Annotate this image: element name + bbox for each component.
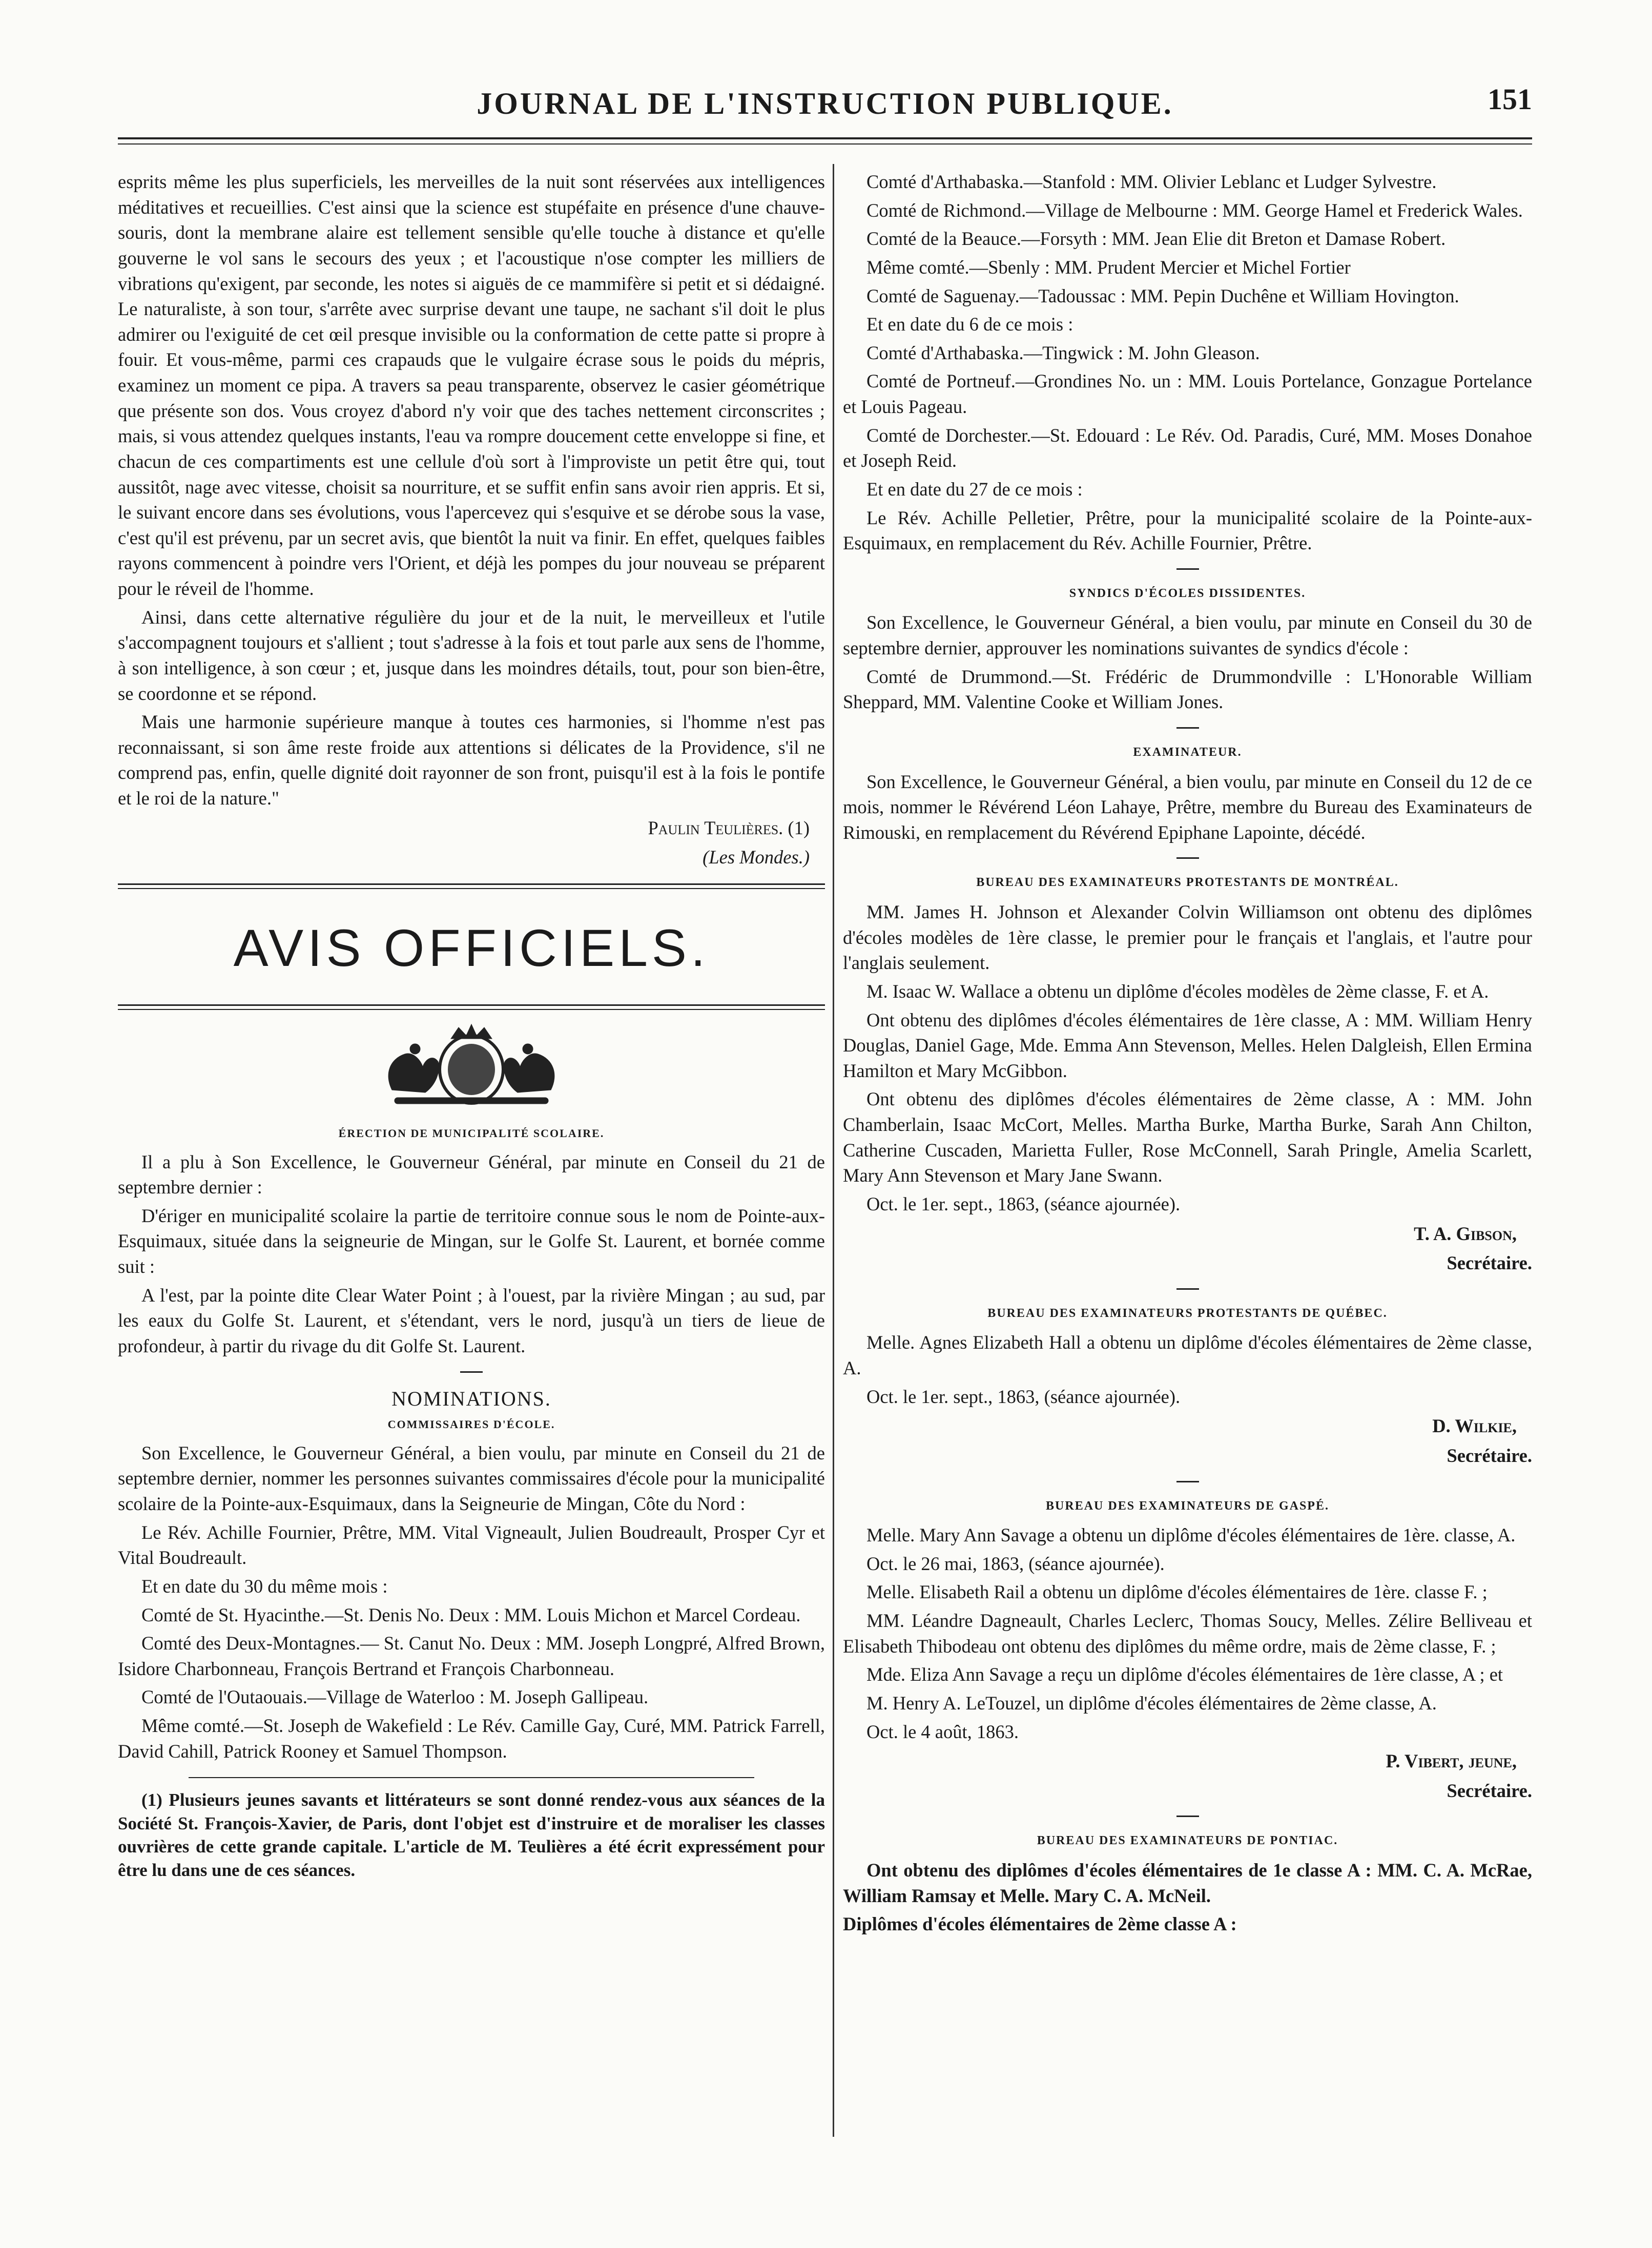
gaspe-signature: P. Vibert, jeune,: [1386, 1750, 1517, 1772]
separator-dash: [1176, 568, 1199, 570]
quebec-paragraph: Melle. Agnes Elizabeth Hall a obtenu un diplôme d'écoles élémentaires de 2ème classe, A.: [843, 1332, 1532, 1378]
nomination-entry: Comté de Dorchester.—St. Edouard : Le Rév. Od. Paradis, Curé, MM. Moses Donahoe et Joseph Reid.: [843, 424, 1532, 471]
erection-paragraph: Il a plu à Son Excellence, le Gouverneur Général, par minute en Conseil du 21 de septembre dernier :: [118, 1151, 825, 1198]
pontiac-heading: BUREAU DES EXAMINATEURS DE PONTIAC.: [1037, 1834, 1338, 1848]
nomination-paragraph: Comté des Deux-Montagnes.— St. Canut No. Deux : MM. Joseph Longpré, Alfred Brown, Isidore Charbonneau, François Bertrand et François Charbonneau.: [118, 1633, 825, 1679]
montreal-heading: BUREAU DES EXAMINATEURS PROTESTANTS DE MONTRÉAL.: [976, 876, 1399, 890]
right-column: [843, 169, 1532, 1940]
gaspe-paragraph: Mde. Eliza Ann Savage a reçu un diplôme d'écoles élémentaires de 1ère classe, A ; et: [866, 1664, 1503, 1685]
left-column: [118, 169, 825, 1882]
nomination-paragraph: Comté de l'Outaouais.—Village de Waterloo : M. Joseph Gallipeau.: [141, 1686, 649, 1708]
separator-dash: [1176, 1481, 1199, 1482]
nomination-entry: Et en date du 6 de ce mois :: [866, 314, 1073, 335]
essay-paragraph: esprits même les plus superficiels, les merveilles de la nuit sont réservées aux intelligences méditatives et recueillies. C'est ainsi que la science est stupéfaite en présence d'une chauve-souris, dont la membrane alaire est tellement sensible qu'elle touche à distance et qu'elle gouverne le vol sans le secours des yeux ; et l'acoustique n'ose compter les milliers de vibrations qu'exigent, par seconde, les notes si aiguës de ce mammifère si petit et si dédaigné. Le naturaliste, à son tour, s'arrête avec surprise devant une taupe, ne sachant s'il doit le plus admirer ou l'exiguité de cet œil presque invisible ou la conformation de cette patte si propre à fouir. Et vous-même, parmi ces crapauds que le vulgaire écrase sous le poids du mépris, examinez un moment ce pipa. A travers sa peau transparente, observez le casier géométrique que présente son dos. Vous croyez d'abord n'y voir que des taches nettement circonscrites ; mais, si vous attendez quelques instants, l'eau va rompre doucement cette enveloppe si fine, et chacun de ces compartiments est une cellule d'où sort à l'improviste un petit être qui, tout aussitôt, nage avec vitesse, choisit sa nourriture, et se suffit enfin sans avoir rien appris. Et si, le suivant encore dans ses évolutions, vous l'apercevez qui s'esquive et se dérobe sous la vase, c'est qu'il est prévenu, par un secret avis, que bientôt la nuit va finir. En effet, quelques faibles rayons commencent à poindre vers l'Orient, et déjà les pompes du jour nouveau se préparent pour le réveil de l'homme.: [118, 171, 825, 599]
erection-heading: ÉRECTION DE MUNICIPALITÉ SCOLAIRE.: [338, 1126, 605, 1140]
separator-dash: [1176, 727, 1199, 729]
footnote-text: (1) Plusieurs jeunes savants et littérateurs se sont donné rendez-vous aux séances de la Société St. François-Xavier, de Paris, dont l'objet est d'instruire et de moraliser les classes ouvrières de cette grande capitale. L'article de M. Teulières a été écrit expressément pour être lu dans une de ces séances.: [118, 1790, 825, 1880]
montreal-paragraph: M. Isaac W. Wallace a obtenu un diplôme d'écoles modèles de 2ème classe, F. et A.: [866, 980, 1489, 1002]
footnote-rule: [189, 1777, 754, 1778]
nomination-entry: Comté de la Beauce.—Forsyth : MM. Jean Elie dit Breton et Damase Robert.: [866, 228, 1446, 250]
essay-paragraph: Mais une harmonie supérieure manque à toutes ces harmonies, si l'homme n'est pas reconnaissant, si son âme reste froide aux attentions si délicates de la Providence, s'il ne comprend pas, enfin, quelle dignité doit rayonner de son front, puisqu'il est à la fois le pontife et le roi de la nature.": [118, 711, 825, 809]
montreal-paragraph: Ont obtenu des diplômes d'écoles élémentaires de 2ème classe, A : MM. John Chamberlain, Isaac McCort, Melles. Martha Burke, Martha Burke, Sarah Ann Chilton, Catherine Cuscaden, Marietta Fuller, Rose McConnell, Sarah Pringle, Amelia Scarlett, Mary Ann Stevenson et Mary Jane Swann.: [843, 1088, 1532, 1186]
nomination-entry: Même comté.—Sbenly : MM. Prudent Mercier et Michel Fortier: [866, 256, 1351, 278]
avis-officiels-title: AVIS OFFICIELS.: [233, 918, 710, 977]
nomination-entry: Comté de Saguenay.—Tadoussac : MM. Pepin Duchêne et William Hovington.: [866, 285, 1459, 306]
separator-dash: [1176, 857, 1199, 859]
essay-source: (Les Mondes.): [703, 847, 810, 868]
montreal-signature-title: Secrétaire.: [1447, 1252, 1532, 1274]
montreal-paragraph: Oct. le 1er. sept., 1863, (séance ajournée).: [866, 1193, 1181, 1214]
royal-arms-emblem: [364, 1023, 579, 1110]
gaspe-paragraph: Oct. le 26 mai, 1863, (séance ajournée).: [866, 1553, 1165, 1574]
gaspe-heading: BUREAU DES EXAMINATEURS DE GASPÉ.: [1046, 1499, 1329, 1513]
column-divider: [833, 164, 834, 2137]
syndics-paragraph: Comté de Drummond.—St. Frédéric de Drummondville : L'Honorable William Sheppard, MM. Valentine Cooke et William Jones.: [843, 666, 1532, 713]
examinateur-paragraph: Son Excellence, le Gouverneur Général, a bien voulu, par minute en Conseil du 12 de ce mois, nommer le Révérend Léon Lahaye, Prêtre, membre du Bureau des Examinateurs de Rimouski, en remplacement du Révérend Epiphane Lapointe, décédé.: [843, 771, 1532, 843]
nomination-entry: Comté d'Arthabaska.—Tingwick : M. John Gleason.: [866, 342, 1260, 363]
nomination-paragraph: Et en date du 30 du même mois :: [141, 1575, 388, 1597]
nomination-paragraph: Son Excellence, le Gouverneur Général, a bien voulu, par minute en Conseil du 21 de septembre dernier, nommer les personnes suivantes commissaires d'école pour la municipalité scolaire de la Pointe-aux-Esquimaux, dans la Seigneurie de Mingan, Côte du Nord :: [118, 1442, 825, 1515]
section-rule: [118, 883, 825, 889]
quebec-signature-title: Secrétaire.: [1447, 1445, 1532, 1466]
gaspe-paragraph: Melle. Mary Ann Savage a obtenu un diplôme d'écoles élémentaires de 1ère. classe, A.: [866, 1524, 1516, 1546]
nomination-entry: Le Rév. Achille Pelletier, Prêtre, pour la municipalité scolaire de la Pointe-aux-Esquimaux, en remplacement du Rév. Achille Fournier, Prêtre.: [843, 507, 1532, 554]
commissaires-heading: COMMISSAIRES D'ÉCOLE.: [387, 1417, 555, 1431]
nomination-entry: Comté de Portneuf.—Grondines No. un : MM. Louis Portelance, Gonzague Portelance et Louis Pageau.: [843, 370, 1532, 417]
nomination-paragraph: Comté de St. Hyacinthe.—St. Denis No. Deux : MM. Louis Michon et Marcel Cordeau.: [141, 1604, 801, 1625]
erection-paragraph: A l'est, par la pointe dite Clear Water Point ; à l'ouest, par la rivière Mingan ; au sud, par les eaux du Golfe St. Laurent, et s'étendant, vers le nord, jusqu'à un tiers de lieue de profondeur, à partir du rivage du dit Golfe St. Laurent.: [118, 1284, 825, 1356]
gaspe-paragraph: Oct. le 4 août, 1863.: [866, 1721, 1019, 1742]
montreal-signature: T. A. Gibson,: [1414, 1223, 1517, 1244]
examinateur-heading: EXAMINATEUR.: [1133, 745, 1242, 759]
separator-dash: [1176, 1816, 1199, 1817]
erection-paragraph: D'ériger en municipalité scolaire la partie de territoire connue sous le nom de Pointe-aux-Esquimaux, située dans la seigneurie de Mingan, sur le Golfe St. Laurent, et bornée comme suit :: [118, 1205, 825, 1277]
header-rule-thin: [118, 143, 1532, 145]
gaspe-paragraph: M. Henry A. LeTouzel, un diplôme d'écoles élémentaires de 2ème classe, A.: [866, 1692, 1437, 1714]
gaspe-paragraph: Melle. Elisabeth Rail a obtenu un diplôme d'écoles élémentaires de 1ère. classe F. ;: [866, 1581, 1488, 1603]
gaspe-paragraph: MM. Léandre Dagneault, Charles Leclerc, Thomas Soucy, Melles. Zélire Belliveau et Elisabeth Thibodeau ont obtenu des diplômes du même ordre, mais de 2ème classe, F. ;: [843, 1610, 1532, 1657]
footnote: [118, 1788, 825, 1882]
syndics-paragraph: Son Excellence, le Gouverneur Général, a bien voulu, par minute en Conseil du 30 de septembre dernier, approuver les nominations suivantes de syndics d'école :: [843, 612, 1532, 658]
pontiac-paragraph: Ont obtenu des diplômes d'écoles élémentaires de 1e classe A : MM. C. A. McRae, William Ramsay et Melle. Mary C. A. McNeil.: [843, 1860, 1532, 1906]
nomination-entry: Et en date du 27 de ce mois :: [866, 478, 1083, 500]
quebec-signature: D. Wilkie,: [1432, 1415, 1517, 1437]
quebec-heading: BUREAU DES EXAMINATEURS PROTESTANTS DE QUÉBEC.: [987, 1306, 1388, 1320]
essay-paragraph: Ainsi, dans cette alternative régulière du jour et de la nuit, le merveilleux et l'utile s'accompagnent toujours et s'allient ; tout s'adresse à la fois et tout parle aux sens de l'homme, à son intelligence, à son cœur ; et, jusque dans les moindres détails, tout, pour son bien-être, se coordonne et se répond.: [118, 606, 825, 704]
montreal-paragraph: MM. James H. Johnson et Alexander Colvin Williamson ont obtenu des diplômes d'écoles modèles de 1ère classe, le premier pour le français et l'anglais, et l'autre pour l'anglais seulement.: [843, 901, 1532, 974]
separator-dash: [1176, 1288, 1199, 1290]
page-number: 151: [1488, 83, 1532, 116]
essay-signature: Paulin Teulières. (1): [648, 817, 810, 838]
pontiac-paragraph: Diplômes d'écoles élémentaires de 2ème classe A :: [843, 1913, 1237, 1935]
separator-dash: [460, 1371, 483, 1373]
journal-title: JOURNAL DE L'INSTRUCTION PUBLIQUE.: [477, 87, 1173, 120]
nomination-paragraph: Même comté.—St. Joseph de Wakefield : Le Rév. Camille Gay, Curé, MM. Patrick Farrell, David Cahill, Patrick Rooney et Samuel Thompson.: [118, 1715, 825, 1762]
montreal-paragraph: Ont obtenu des diplômes d'écoles élémentaires de 1ère classe, A : MM. William Henry Douglas, Daniel Gage, Mde. Emma Ann Stevenson, Melles. Helen Dalgleish, Ellen Ermina Hamilton et Mary McGibbon.: [843, 1009, 1532, 1081]
page-header: [118, 72, 1532, 133]
quebec-paragraph: Oct. le 1er. sept., 1863, (séance ajournée).: [866, 1386, 1181, 1407]
nomination-entry: Comté de Richmond.—Village de Melbourne : MM. George Hamel et Frederick Wales.: [866, 199, 1523, 221]
section-rule: [118, 1004, 825, 1010]
gaspe-signature-title: Secrétaire.: [1447, 1780, 1532, 1801]
nomination-paragraph: Le Rév. Achille Fournier, Prêtre, MM. Vital Vigneault, Julien Boudreault, Prosper Cyr et Vital Boudreault.: [118, 1521, 825, 1569]
header-rule: [118, 137, 1532, 139]
syndics-heading: SYNDICS D'ÉCOLES DISSIDENTES.: [1069, 586, 1306, 600]
nominations-title: NOMINATIONS.: [391, 1387, 551, 1410]
nomination-entry: Comté d'Arthabaska.—Stanfold : MM. Olivier Leblanc et Ludger Sylvestre.: [866, 171, 1437, 192]
